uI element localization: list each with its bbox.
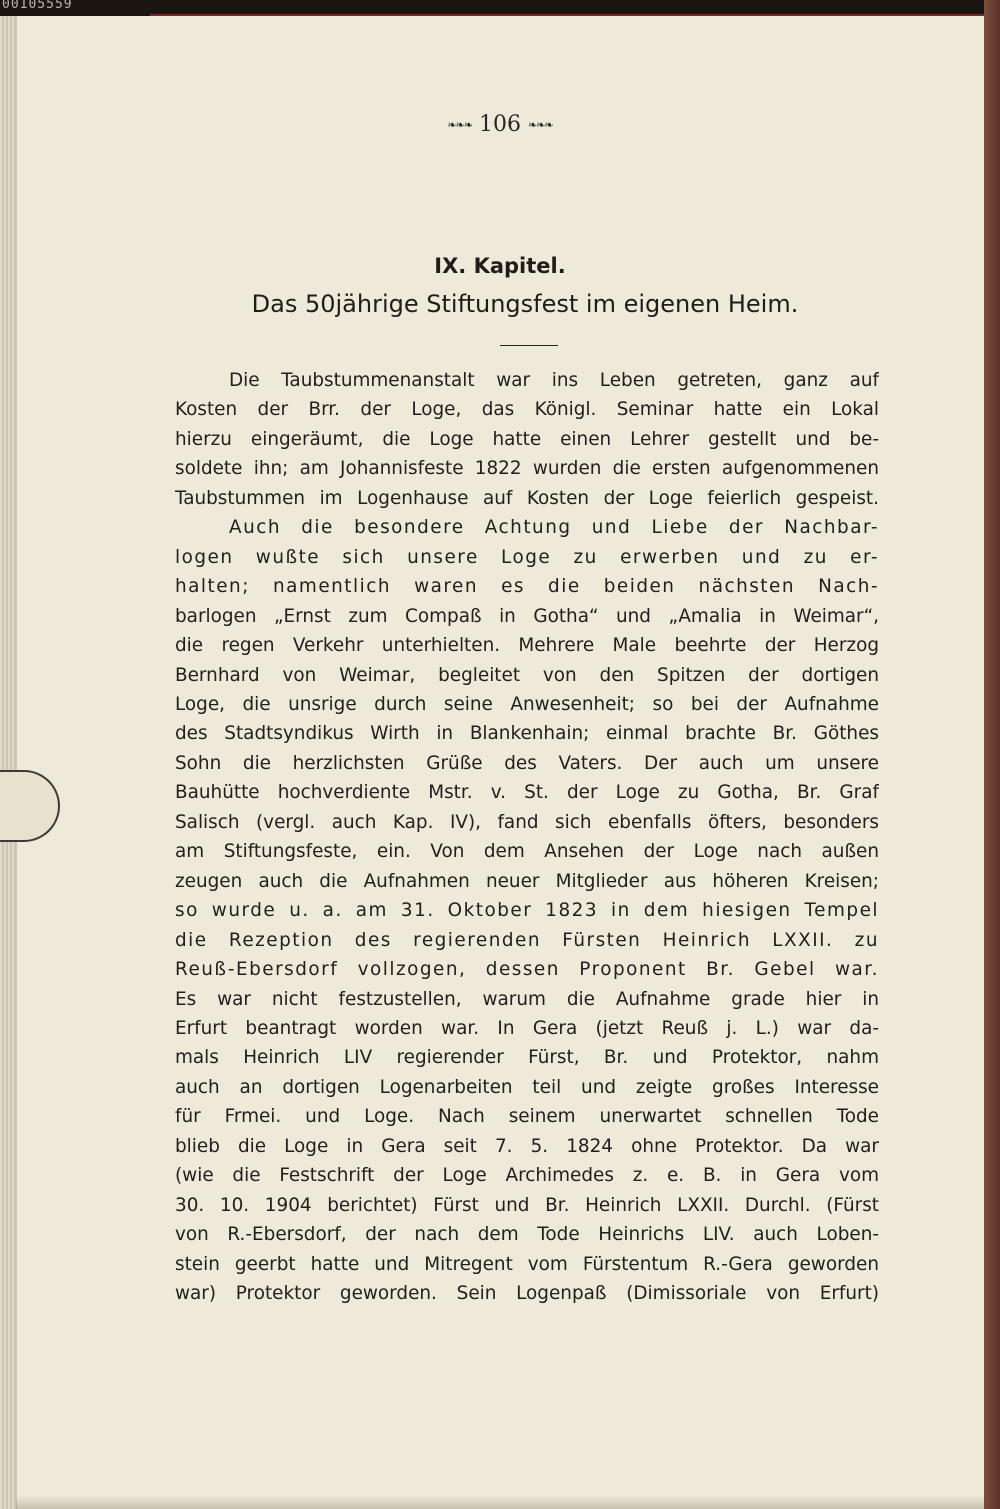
text-line: barlogen „Ernst zum Compaß in Gotha“ und „Amalia in Weimar“, bbox=[175, 605, 879, 627]
text-line: am Stiftungsfeste, ein. Von dem Ansehen der Loge nach außen bbox=[175, 841, 879, 863]
text-line: von R.-Ebersdorf, der nach dem Tode Heinrichs LIV. auch Loben- bbox=[175, 1224, 879, 1246]
text-line: 30. 10. 1904 berichtet) Fürst und Br. Heinrich LXXII. Durchl. (Fürst bbox=[175, 1194, 879, 1216]
text-line: halten; namentlich waren es die beiden nächsten Nach- bbox=[175, 576, 879, 598]
chapter-title: Das 50jährige Stiftungsfest im eigenen Heim. bbox=[251, 290, 799, 318]
text-line: Es war nicht festzustellen, warum die Aufnahme grade hier in bbox=[175, 988, 879, 1010]
text-line: Taubstummen im Logenhause auf Kosten der Loge feierlich gespeist. bbox=[175, 487, 879, 509]
scan-id: 00105559 bbox=[2, 0, 73, 12]
page-number: 106 bbox=[479, 112, 521, 137]
text-line: soldete ihn; am Johannisfeste 1822 wurden die ersten aufgenommenen bbox=[175, 458, 879, 480]
text-line: Loge, die unsrige durch seine Anwesenheit; so bei der Aufnahme bbox=[175, 693, 879, 715]
text-line: hierzu eingeräumt, die Loge hatte einen Lehrer gestellt und be- bbox=[175, 428, 879, 450]
text-line: die Rezeption des regierenden Fürsten Heinrich LXXII. zu bbox=[175, 929, 879, 951]
text-line: auch an dortigen Logenarbeiten teil und zeigte großes Interesse bbox=[175, 1076, 879, 1098]
running-head bbox=[0, 112, 1000, 137]
text-line: stein geerbt hatte und Mitregent vom Fürstentum R.-Gera geworden bbox=[175, 1253, 879, 1275]
text-line: Reuß-Ebersdorf vollzogen, dessen Proponent Br. Gebel war. bbox=[175, 959, 879, 981]
text-line: Erfurt beantragt worden war. In Gera (jetzt Reuß j. L.) war da- bbox=[175, 1017, 879, 1039]
text-line: Sohn die herzlichsten Grüße des Vaters. Der auch um unsere bbox=[175, 752, 879, 774]
text-line: war) Protektor geworden. Sein Logenpaß (Dimissoriale von Erfurt) bbox=[175, 1283, 879, 1305]
text-line: Bernhard von Weimar, begleitet von den Spitzen der dortigen bbox=[175, 664, 879, 686]
text-line: zeugen auch die Aufnahmen neuer Mitglieder aus höheren Kreisen; bbox=[175, 870, 879, 892]
text-line: Kosten der Brr. der Loge, das Königl. Seminar hatte ein Lokal bbox=[175, 399, 879, 421]
page-bottom-shadow bbox=[16, 1495, 986, 1509]
text-line: Salisch (vergl. auch Kap. IV), fand sich ebenfalls öfters, besonders bbox=[175, 811, 879, 833]
text-line: (wie die Festschrift der Loge Archimedes z. e. B. in Gera vom bbox=[175, 1165, 879, 1187]
text-line: des Stadtsyndikus Wirth in Blankenhain; einmal brachte Br. Göthes bbox=[175, 723, 879, 745]
text-line: logen wußte sich unsere Loge zu erwerben und zu er- bbox=[175, 546, 879, 568]
book-cover-edge bbox=[984, 0, 1000, 1509]
chapter-heading: IX. Kapitel. bbox=[434, 254, 566, 278]
text-line: für Frmei. und Loge. Nach seinem unerwartet schnellen Tode bbox=[175, 1106, 879, 1128]
title-divider bbox=[500, 345, 558, 346]
text-line: mals Heinrich LIV regierender Fürst, Br. und Protektor, nahm bbox=[175, 1047, 879, 1069]
text-line: Bauhütte hochverdiente Mstr. v. St. der Loge zu Gotha, Br. Graf bbox=[175, 782, 879, 804]
ornament-right-icon: ❧❧❧ bbox=[528, 118, 553, 132]
text-line: Die Taubstummenanstalt war ins Leben getreten, ganz auf bbox=[229, 370, 879, 391]
text-line: blieb die Loge in Gera seit 7. 5. 1824 ohne Protektor. Da war bbox=[175, 1135, 879, 1157]
text-line: so wurde u. a. am 31. Oktober 1823 in dem hiesigen Tempel bbox=[175, 900, 879, 922]
text-line: Auch die besondere Achtung und Liebe der Nachbar- bbox=[229, 517, 879, 539]
body-text bbox=[175, 366, 879, 1309]
text-line: die regen Verkehr unterhielten. Mehrere Male beehrte der Herzog bbox=[175, 635, 879, 657]
ornament-left-icon: ❧❧❧ bbox=[447, 118, 472, 132]
